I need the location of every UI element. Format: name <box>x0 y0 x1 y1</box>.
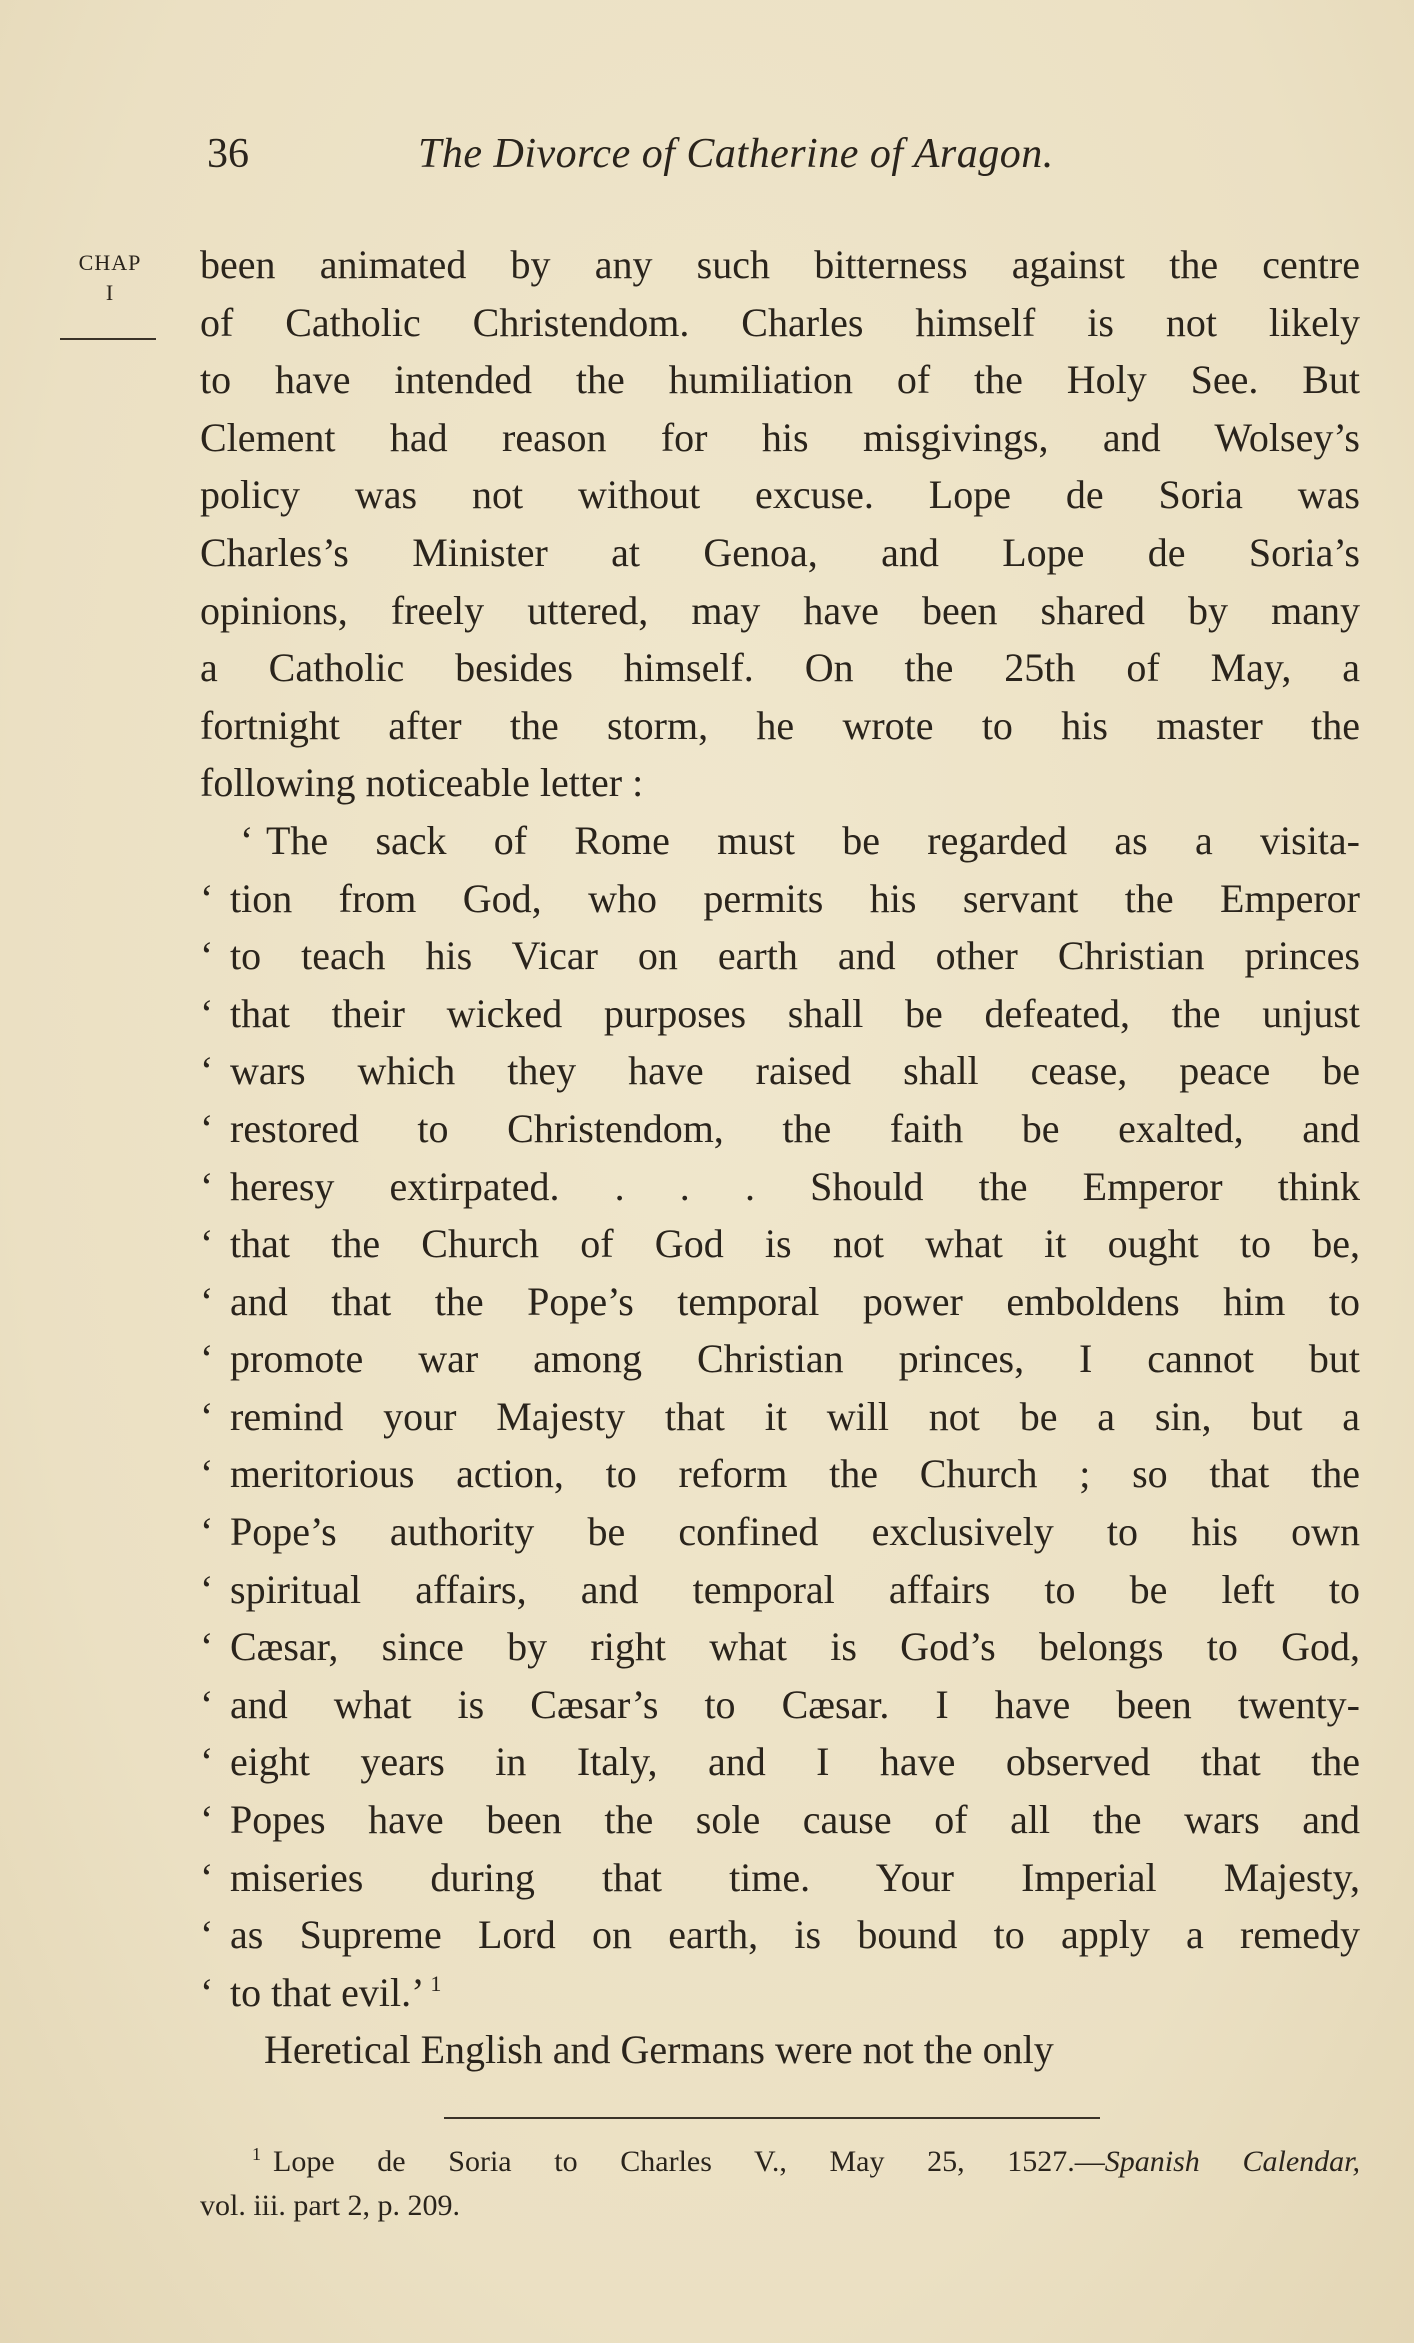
quote-text <box>230 1849 1360 1907</box>
quote-text-content: Cæsar, since by right what is God’s belongs to God, <box>230 1624 1360 1670</box>
chapter-number: I <box>105 280 115 305</box>
quote-text <box>230 1676 1360 1734</box>
chapter-margin-note <box>60 248 160 308</box>
quote-mark: ‘ <box>200 1681 214 1727</box>
quote-text-content: miseries during that time. Your Imperial Majesty, <box>230 1854 1360 1900</box>
quote-text <box>230 985 1360 1043</box>
quote-text <box>230 1100 1360 1158</box>
quote-text-content: as Supreme Lord on earth, is bound to apply a remedy <box>230 1912 1360 1958</box>
page-number: 36 <box>207 131 249 177</box>
quote-text <box>230 1158 1360 1216</box>
quote-text <box>230 1906 1360 1964</box>
paragraph-1 <box>200 236 1360 812</box>
quote-text-content: that their wicked purposes shall be defeated, the unjust <box>230 990 1360 1036</box>
quote-line <box>200 1158 1360 1216</box>
quote-text-content: heresy extirpated. . . . Should the Emperor think <box>230 1163 1360 1209</box>
footnote <box>200 2140 1360 2228</box>
quote-text-content: Pope’s authority be confined exclusively to his own <box>230 1509 1360 1555</box>
quote-text <box>266 812 1360 870</box>
quote-mark: ‘ <box>200 1163 214 1209</box>
running-head <box>207 130 1167 190</box>
quote-line <box>200 1618 1360 1676</box>
quote-line <box>200 1330 1360 1388</box>
quote-mark: ‘ <box>200 1739 214 1785</box>
quote-mark: ‘ <box>200 1854 214 1900</box>
footnote-rule <box>444 2117 1100 2119</box>
text-line: a Catholic besides himself. On the 25th of May, a <box>200 645 1360 691</box>
quote-mark: ‘ <box>200 1797 214 1843</box>
quote-text-content: promote war among Christian princes, I cannot but <box>230 1336 1360 1382</box>
quote-mark: ‘ <box>200 1105 214 1151</box>
text-line: to have intended the humiliation of the Holy See. But <box>200 357 1360 403</box>
quote-mark: ‘ <box>200 1278 214 1324</box>
quote-line <box>200 1733 1360 1791</box>
quote-text-content: restored to Christendom, the faith be exalted, and <box>230 1105 1360 1151</box>
quote-text <box>230 1561 1360 1619</box>
quote-line <box>200 1676 1360 1734</box>
quote-line <box>200 1503 1360 1561</box>
footnote-source-title: Spanish Calendar, <box>1104 2145 1360 2178</box>
text-line: following noticeable letter : <box>200 760 644 806</box>
footnote-text: Lope de Soria to Charles V., May 25, 1527.— <box>273 2145 1105 2178</box>
quote-line <box>200 1849 1360 1907</box>
quote-line <box>200 985 1360 1043</box>
quote-line <box>200 1445 1360 1503</box>
quote-text-content: to that evil.’ <box>230 1969 425 2015</box>
quote-text-content: spiritual affairs, and temporal affairs to be left to <box>230 1566 1360 1612</box>
quote-text-content: meritorious action, to reform the Church ; so that the <box>230 1451 1360 1497</box>
footnote-line-1 <box>200 2140 1360 2184</box>
body-text <box>200 236 1360 2079</box>
quote-line <box>200 1791 1360 1849</box>
quote-text-content: to teach his Vicar on earth and other Christian princes <box>230 933 1360 979</box>
quote-mark: ‘ <box>200 1912 214 1958</box>
quote-text <box>230 927 1360 985</box>
quote-mark: ‘ <box>200 875 214 921</box>
quote-mark: ‘ <box>200 1566 214 1612</box>
quote-text <box>230 870 1360 928</box>
running-title: The Divorce of Catherine of Aragon. <box>418 131 1054 177</box>
quote-mark: ‘ <box>200 1048 214 1094</box>
quote-text-content: The sack of Rome must be regarded as a visita- <box>266 817 1360 863</box>
paragraph-2-line: Heretical English and Germans were not the only <box>264 2027 1054 2073</box>
quote-mark: ‘ <box>200 1451 214 1497</box>
text-line: Clement had reason for his misgivings, and Wolsey’s <box>200 414 1360 460</box>
quote-text-content: remind your Majesty that it will not be a sin, but a <box>230 1393 1360 1439</box>
quote-text <box>230 1215 1360 1273</box>
quote-mark: ‘ <box>200 990 214 1036</box>
quote-line <box>200 1042 1360 1100</box>
footnote-marker: 1 <box>252 2144 261 2164</box>
quote-text <box>230 1330 1360 1388</box>
quote-text-content: Popes have been the sole cause of all the wars and <box>230 1797 1360 1843</box>
quote-line <box>200 812 1360 870</box>
margin-rule <box>60 338 156 340</box>
quote-line <box>200 1388 1360 1446</box>
text-line: Charles’s Minister at Genoa, and Lope de Soria’s <box>200 529 1360 575</box>
quote-text <box>230 1042 1360 1100</box>
quote-mark: ‘ <box>200 1221 214 1267</box>
footnote-reference: 1 <box>430 1971 442 1997</box>
quote-line <box>200 1561 1360 1619</box>
quote-line <box>200 1906 1360 1964</box>
quote-text <box>230 1445 1360 1503</box>
quote-mark: ‘ <box>200 933 214 979</box>
quote-text <box>230 1273 1360 1331</box>
text-line: fortnight after the storm, he wrote to his master the <box>200 702 1360 748</box>
quote-mark: ‘ <box>200 1969 214 2015</box>
quote-line <box>200 870 1360 928</box>
quote-text <box>230 1388 1360 1446</box>
quote-mark: ‘ <box>200 1393 214 1439</box>
quote-text <box>230 1733 1360 1791</box>
footnote-line-2: vol. iii. part 2, p. 209. <box>200 2189 460 2222</box>
quote-text-content: tion from God, who permits his servant the Emperor <box>230 875 1360 921</box>
text-line: opinions, freely uttered, may have been shared by many <box>200 587 1360 633</box>
quote-line <box>200 927 1360 985</box>
quote-mark: ‘ <box>200 1624 214 1670</box>
quote-text-content: that the Church of God is not what it ought to be, <box>230 1221 1360 1267</box>
quote-text-content: and what is Cæsar’s to Cæsar. I have been twenty- <box>230 1681 1360 1727</box>
quote-mark: ‘ <box>200 1336 214 1382</box>
quote-text-content: eight years in Italy, and I have observed that the <box>230 1739 1360 1785</box>
quote-line <box>200 1100 1360 1158</box>
quote-text-content: and that the Pope’s temporal power emboldens him to <box>230 1278 1360 1324</box>
text-line: been animated by any such bitterness against the centre <box>200 242 1360 287</box>
quote-line <box>200 1964 1360 2022</box>
quote-text <box>230 1791 1360 1849</box>
quote-text-content: wars which they have raised shall cease, peace be <box>230 1048 1360 1094</box>
quote-mark: ‘ <box>200 1509 214 1555</box>
quote-mark: ‘ <box>240 817 254 863</box>
quote-line <box>200 1273 1360 1331</box>
text-line: policy was not without excuse. Lope de Soria was <box>200 472 1360 518</box>
block-quote <box>200 812 1360 2021</box>
text-line: of Catholic Christendom. Charles himself is not likely <box>200 299 1360 345</box>
chapter-label: CHAP <box>78 250 142 275</box>
quote-line <box>200 1215 1360 1273</box>
quote-text <box>230 1618 1360 1676</box>
quote-text <box>230 1964 1360 2022</box>
quote-text <box>230 1503 1360 1561</box>
